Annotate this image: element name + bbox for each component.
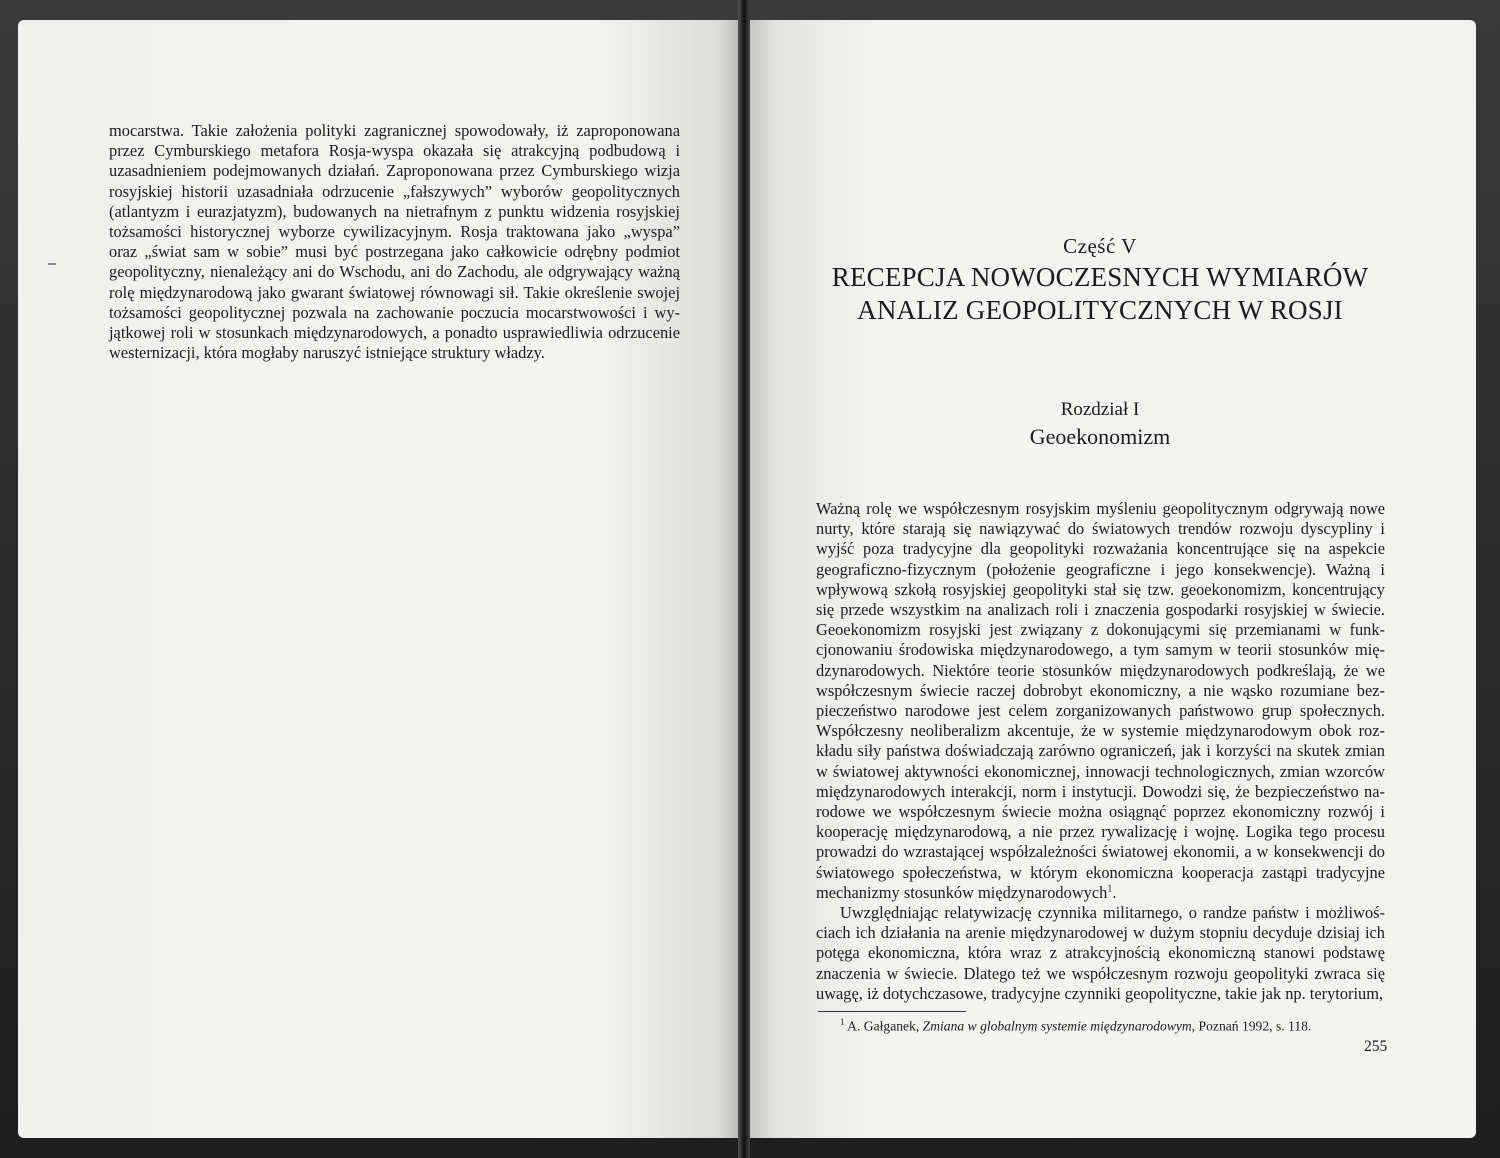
- footnote: [840, 1013, 1385, 1036]
- book-gutter: [738, 0, 750, 1158]
- chapter-title: Geoekonomizm: [1029, 424, 1171, 449]
- chapter-label: Rozdział I: [1060, 399, 1140, 420]
- part-title-line-1: RECEPCJA NOWOCZESNYCH WYMIARÓW: [831, 262, 1369, 292]
- part-label: Część V: [1063, 234, 1137, 258]
- paragraph-1-end: .: [1112, 882, 1117, 902]
- body-paragraph-2: Uwzględniając relatywizację czynnika militarnego, o randze państw i możliwościach ich działania na arenie międzynarodowej w dużym stopniu decyduje dzisiaj ich potęga ekonomiczna, która wraz z atrakcyjnością ekonomiczną stanowi podstawę znaczenia w świecie. Dlatego też we współczesnym rozwoju geopolityki zwraca się uwagę, iż dotychczasowe, tradycyjne czynniki geopolityczne, takie jak np. terytorium,: [816, 903, 1385, 1003]
- footnote-author: A. Gałganek,: [847, 1018, 923, 1034]
- left-page-text: [109, 121, 680, 363]
- footnote-title: Zmiana w globalnym systemie międzynarodowym: [922, 1018, 1192, 1034]
- part-heading-block: [815, 234, 1385, 327]
- page-number: 255: [1364, 1038, 1388, 1055]
- body-paragraph-1: [816, 499, 1385, 903]
- part-title-line-2: ANALIZ GEOPOLITYCZNYCH W ROSJI: [857, 295, 1343, 325]
- left-paragraph: mocarstwa. Takie założenia polityki zagranicznej spowodowały, iż zaproponowana przez Cymburskiego metafora Rosja-wyspa okazała się atrakcyjną podbudową i uzasadnieniem podejmowanych działań. Zaproponowana przez Cymburskiego wizja rosyjskiej historii uzasadniała odrzucenie „fałszywych” wyborów geopolitycznych (atlantyzm i eurazjatyzm), budowanych na nietrafnym z punktu widzenia rosyjskiej tożsamości historycznej wyborze cywilizacyjnym. Rosja traktowana jako „wyspa” oraz „świat sam w sobie” musi być postrzegana jako całkowicie odrębny podmiot geopolityczny, nienależący ani do Wschodu, ani do Zachodu, ale odgrywający ważną rolę międzynarodową jako gwarant światowej równowagi sił. Takie określenie swojej tożsamości geopolitycznej pozwala na zachowanie poczucia mocarstwowości i wyjątkowej roli w stosunkach międzynarodowych, a ponadto usprawiedliwia odrzucenie westernizacji, która mogłaby naruszyć istniejące struktury władzy.: [109, 121, 680, 363]
- margin-mark: [48, 263, 56, 265]
- paragraph-1-text: Ważną rolę we współczesnym rosyjskim myśleniu geopolitycznym odgrywają nowe nurty, które starają się nawiązywać do światowych trendów rozwoju dyscypliny i wyjść poza tradycyjne dla geopolityki rozważania koncentrujące się na aspekcie geograficzno-fizycznym (położenie geograficzne i jego konsekwencje). Ważną i wpływową szkołą rosyjskiej geopolityki stał się tzw. geoekonomizm, koncentrujący się przede wszystkim na analizach roli i znaczenia gospodarki rosyjskiej w świecie. Geoekonomizm rosyjski jest związany z dokonującymi się przemianami w funkcjonowaniu środowiska międzynarodowego, a tym samym w teorii stosunków międzynarodowych. Niektóre teorie stosunków międzynarodowych podkreślają, że we współczesnym świecie raczej dobrobyt ekonomiczny, a nie wąsko rozumiane bezpieczeństwo narodowe jest celem zorganizowanych państwowo grup społecznych. Współczesny neoliberalizm akcentuje, że w systemie międzynarodowym obok rozkładu siły państwa doświadczają zarówno ograniczeń, jak i korzyści na skutek zmian w światowej aktywności ekonomicznej, innowacji technologicznych, zmian wzorców międzynarodowych interakcji, norm i instytucji. Dowodzi się, że bezpieczeństwo narodowe we współczesnym świecie można osiągnąć poprzez ekonomiczny rozwój i kooperację międzynarodową, a nie przez rywalizację i wojnę. Logika tego procesu prowadzi do wzrastającej współzależności światowej ekonomii, a w konsekwencji do światowego społeczeństwa, w którym ekonomiczna kooperacja zastąpi tradycyjne mechanizmy stosunków międzynarodowych: [816, 499, 1385, 902]
- footnote-marker: 1: [840, 1017, 845, 1027]
- chapter-heading-block: [815, 398, 1385, 451]
- footnote-rule: [818, 1011, 966, 1012]
- footnote-rest: , Poznań 1992, s. 118.: [1191, 1018, 1312, 1034]
- right-page-text: [816, 499, 1385, 1004]
- footnote-reference: 1: [1107, 883, 1113, 895]
